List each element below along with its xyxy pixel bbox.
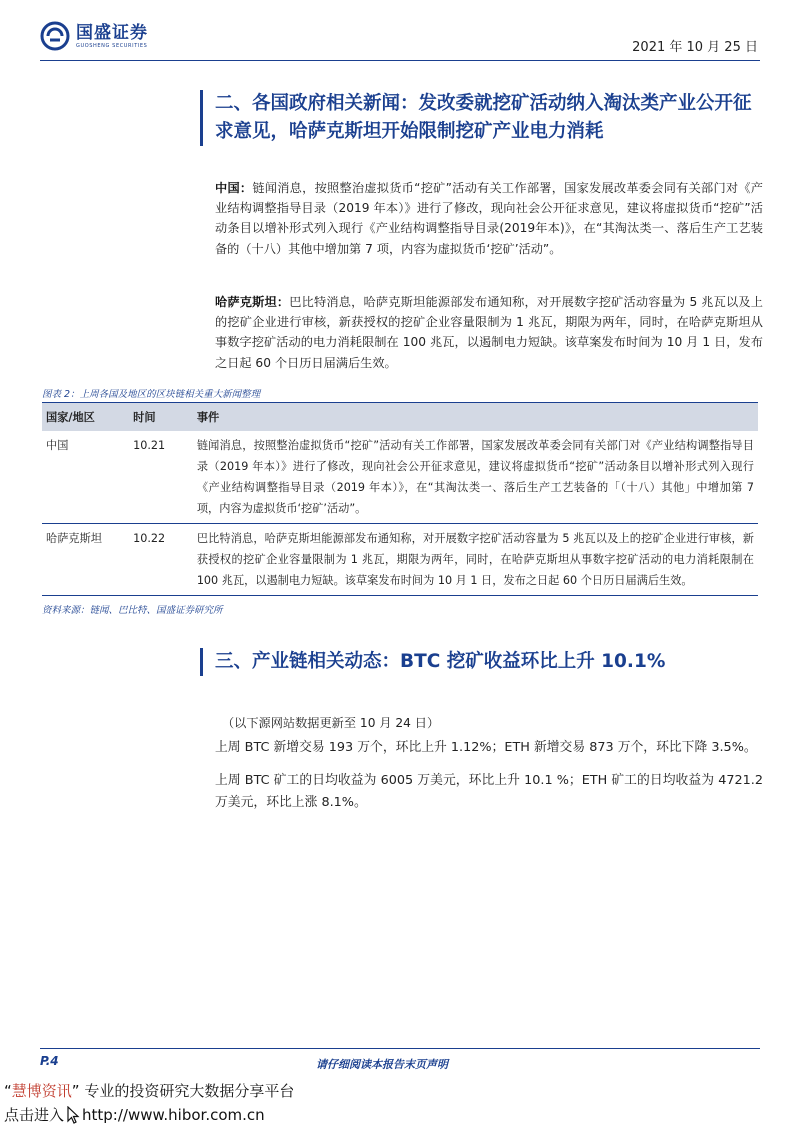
china-label: 中国： xyxy=(215,181,253,195)
watermark-line-1 xyxy=(4,1080,294,1101)
brand-name: 国盛证券 xyxy=(76,22,148,43)
guosheng-logo-icon xyxy=(40,21,70,51)
footer-disclaimer: 请仔细阅读本报告末页声明 xyxy=(316,1058,448,1071)
figure-caption: 图表 2：上周各国及地区的区块链相关重大新闻整理 xyxy=(42,389,261,400)
cell-date: 10.21 xyxy=(129,431,193,524)
china-news-text: 链闻消息，按照整治虚拟货币“挖矿”活动有关工作部署，国家发展改革委会同有关部门对《产业结构调整指导目录（2019 年本）》进行了修改，现向社会公开征求意见，建议将虚拟货币“挖矿”活动条目以增补形式列入现行《产业结构调整指导目录(2019年本)》，在“其淘汰类一、落后生产工艺装备的（十八）其他中增加第 7 项，内容为虚拟货币‘挖矿’活动”。 xyxy=(215,181,763,256)
cursor-icon xyxy=(66,1106,80,1124)
page-number: P.4 xyxy=(40,1054,59,1068)
section-2-title: 二、各国政府相关新闻：发改委就挖矿活动纳入淘汰类产业公开征求意见，哈萨克斯坦开始限制挖矿产业电力消耗 xyxy=(215,93,752,142)
report-date: 2021 年 10 月 25 日 xyxy=(632,40,758,55)
watermark-tagline: ” 专业的投资研究大数据分享平台 xyxy=(71,1082,295,1100)
watermark-quote-open: “ xyxy=(4,1082,12,1100)
section-marker xyxy=(200,90,203,146)
news-table xyxy=(42,402,758,596)
mining-revenue-paragraph: 上周 BTC 矿工的日均收益为 6005 万美元，环比上升 10.1 %；ETH 矿工的日均收益为 4721.2 万美元，环比上涨 8.1%。 xyxy=(215,773,763,810)
watermark-line-2 xyxy=(4,1104,265,1125)
data-update-note: （以下源网站数据更新至 10 月 24 日） xyxy=(222,716,440,730)
watermark-link[interactable]: http://www.hibor.com.cn xyxy=(82,1105,265,1124)
watermark-brand: 慧博资讯 xyxy=(11,1082,72,1100)
table-row xyxy=(42,431,758,524)
table-row xyxy=(42,524,758,596)
company-logo xyxy=(40,20,148,52)
cell-region: 哈萨克斯坦 xyxy=(42,524,129,596)
kazakhstan-label: 哈萨克斯坦： xyxy=(215,295,290,309)
footer-divider xyxy=(40,1048,760,1049)
table-header-row xyxy=(42,403,758,432)
cell-date: 10.22 xyxy=(129,524,193,596)
cell-event: 链闻消息，按照整治虚拟货币“挖矿”活动有关工作部署，国家发展改革委会同有关部门对《产业结构调整指导目录（2019 年本）》进行了修改，现向社会公开征求意见，建议将虚拟货币“挖矿”活动条目以增补形式列入现行《产业结构调整指导目录（2019 年本）》，在“其淘汰类一、落后生产工艺装备的「（十八）其他」中增加第 7 项，内容为虚拟货币‘挖矿’活动”。 xyxy=(193,431,758,524)
watermark-prefix: 点击进入 xyxy=(4,1106,65,1124)
transactions-summary: 上周 BTC 新增交易 193 万个，环比上升 1.12%；ETH 新增交易 873 万个，环比下降 3.5%。 xyxy=(215,740,757,755)
brand-name-en: GUOSHENG SECURITIES xyxy=(76,42,148,49)
kazakhstan-news-paragraph xyxy=(215,292,763,373)
section-marker xyxy=(200,648,203,676)
column-header-event: 事件 xyxy=(193,403,758,432)
header-divider xyxy=(40,60,760,61)
china-news-paragraph xyxy=(215,178,763,259)
kazakhstan-news-text: 巴比特消息，哈萨克斯坦能源部发布通知称，对开展数字挖矿活动容量为 5 兆瓦以及上的挖矿企业进行审核，新获授权的挖矿企业容量限制为 1 兆瓦，期限为两年，同时，在哈萨克斯坦从事数字挖矿活动的电力消耗限制在 100 兆瓦，以遏制电力短缺。该草案发布时间为 10 月 1 日，发布之日起 60 个日历日届满后生效。 xyxy=(215,295,763,370)
column-header-region: 国家/地区 xyxy=(42,403,129,432)
table-source: 资料来源：链闻、巴比特、国盛证券研究所 xyxy=(42,605,223,616)
column-header-date: 时间 xyxy=(129,403,193,432)
section-3-title: 三、产业链相关动态：BTC 挖矿收益环比上升 10.1% xyxy=(215,651,666,672)
cell-region: 中国 xyxy=(42,431,129,524)
cell-event: 巴比特消息，哈萨克斯坦能源部发布通知称，对开展数字挖矿活动容量为 5 兆瓦以及上的挖矿企业进行审核，新获授权的挖矿企业容量限制为 1 兆瓦，期限为两年，同时，在哈萨克斯坦从事数字挖矿活动的电力消耗限制在 100 兆瓦，以遏制电力短缺。该草案发布时间为 10 月 1 日，发布之日起 60 个日历日届满后生效。 xyxy=(193,524,758,596)
